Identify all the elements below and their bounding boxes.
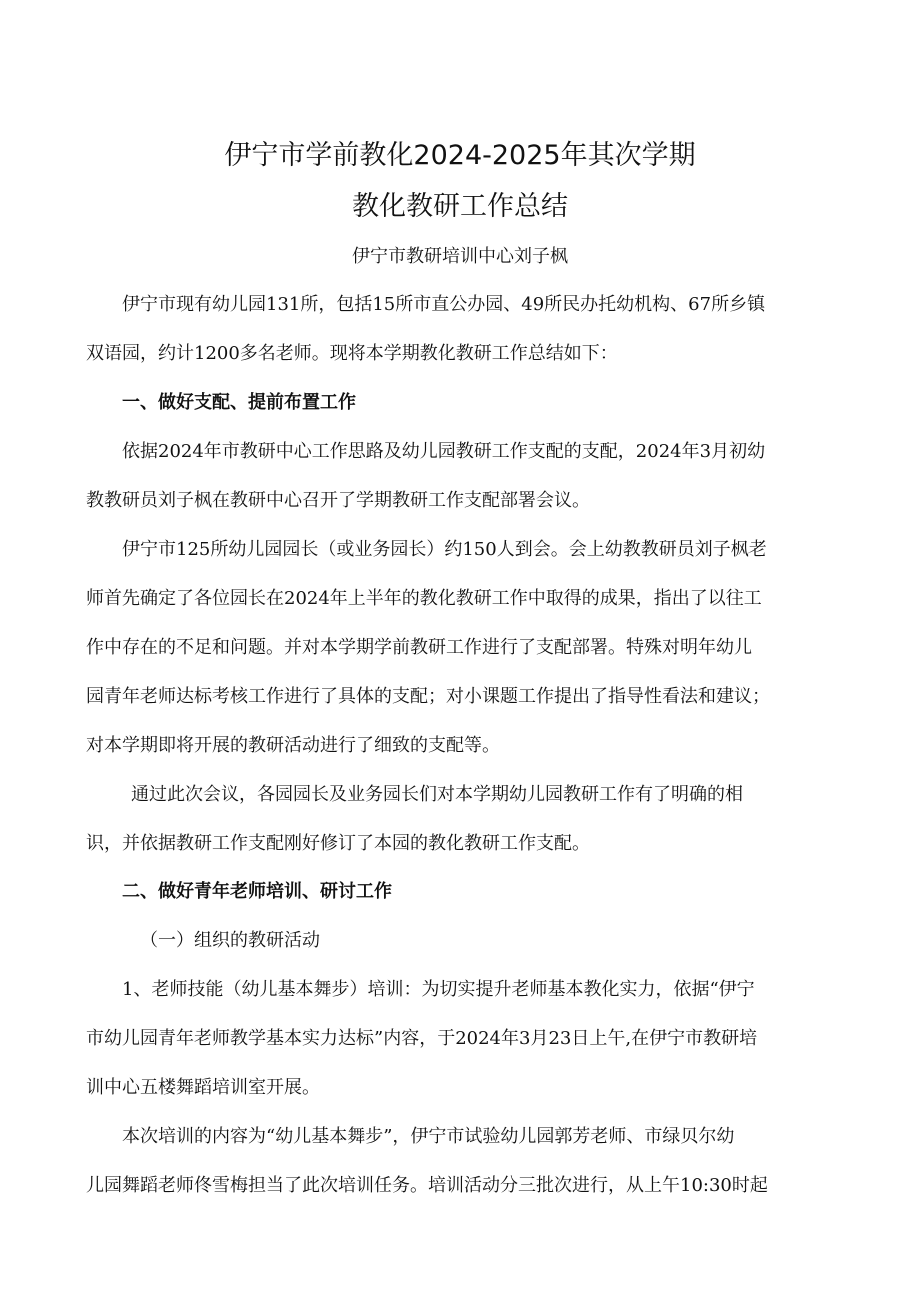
document-author: 伊宁市教研培训中心刘子枫 — [352, 246, 568, 267]
paragraph-line: 双语园，约计1200多名老师。现将本学期教化教研工作总结如下： — [86, 343, 618, 364]
paragraph-line: 作中存在的不足和问题。并对本学期学前教研工作进行了支配部署。特殊对明年幼儿 — [86, 637, 752, 658]
paragraph-line: 通过此次会议，各园园长及业务园长们对本学期幼儿园教研工作有了明确的相 — [131, 784, 743, 805]
paragraph-line: 训中心五楼舞蹈培训室开展。 — [86, 1077, 320, 1098]
subsection-heading: （一）组织的教研活动 — [140, 930, 320, 951]
paragraph-line: 伊宁市现有幼儿园131所，包括15所市直公办园、49所民办托幼机构、67所乡镇 — [122, 294, 766, 315]
paragraph-line: 市幼儿园青年老师教学基本实力达标”内容，于2024年3月23日上午,在伊宁市教研培 — [86, 1028, 758, 1049]
paragraph-line: 园青年老师达标考核工作进行了具体的支配；对小课题工作提出了指导性看法和建议； — [86, 686, 770, 707]
paragraph-line: 本次培训的内容为“幼儿基本舞步”，伊宁市试验幼儿园郭芳老师、市绿贝尔幼 — [122, 1126, 735, 1147]
document-title-line-1: 伊宁市学前教化2024-2025年其次学期 — [224, 140, 696, 171]
paragraph-line: 伊宁市125所幼儿园园长（或业务园长）约150人到会。会上幼教教研员刘子枫老 — [122, 539, 767, 560]
paragraph-line: 1、老师技能（幼儿基本舞步）培训：为切实提升老师基本教化实力，依据“伊宁 — [122, 979, 755, 1000]
document-title-line-2: 教化教研工作总结 — [352, 191, 568, 222]
paragraph-line: 依据2024年市教研中心工作思路及幼儿园教研工作支配的支配，2024年3月初幼 — [122, 441, 766, 462]
paragraph-line: 教教研员刘子枫在教研中心召开了学期教研工作支配部署会议。 — [86, 490, 590, 511]
paragraph-line: 识，并依据教研工作支配刚好修订了本园的教化教研工作支配。 — [86, 833, 590, 854]
paragraph-line: 对本学期即将开展的教研活动进行了细致的支配等。 — [86, 735, 500, 756]
section-heading-1: 一、做好支配、提前布置工作 — [122, 392, 356, 413]
paragraph-line: 师首先确定了各位园长在2024年上半年的教化教研工作中取得的成果，指出了以往工 — [86, 588, 762, 609]
section-heading-2: 二、做好青年老师培训、研讨工作 — [122, 881, 392, 902]
paragraph-line: 儿园舞蹈老师佟雪梅担当了此次培训任务。培训活动分三批次进行，从上午10:30时起 — [86, 1175, 768, 1196]
